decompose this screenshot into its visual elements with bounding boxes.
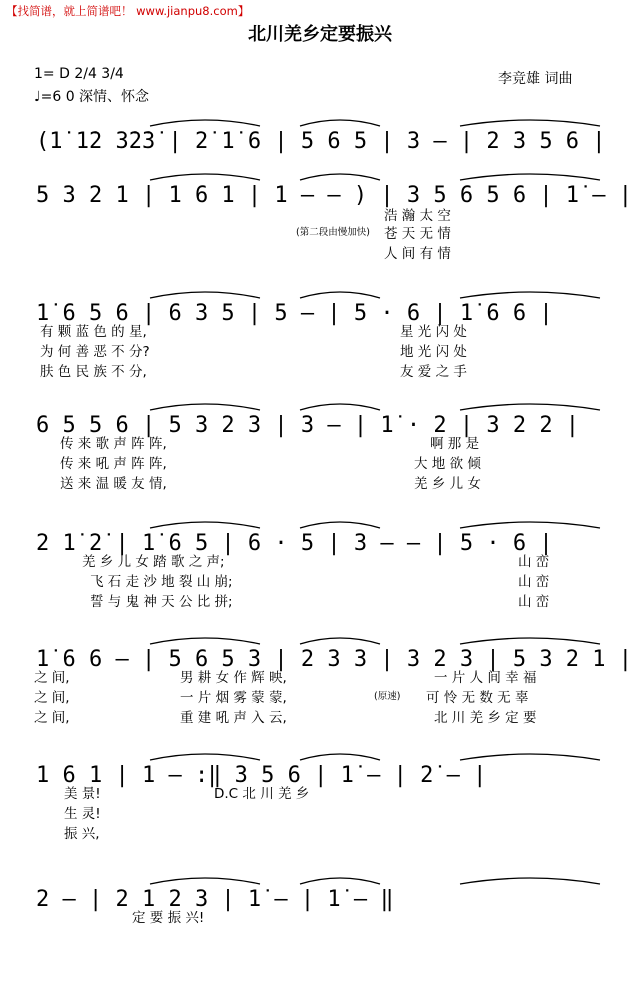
slur-mark xyxy=(150,120,260,126)
lyric-line: 苍 天 无 情 xyxy=(384,226,451,242)
lyric-line: 北 川 羌 乡 定 要 xyxy=(434,710,537,726)
slur-mark xyxy=(300,522,380,528)
slur-mark xyxy=(300,754,380,760)
lyric-line: 定 要 振 兴! xyxy=(132,910,205,926)
slur-mark xyxy=(300,638,380,644)
lyric-line: 人 间 有 情 xyxy=(384,246,451,262)
slur-mark xyxy=(460,878,600,884)
slur-mark xyxy=(150,404,260,410)
slur-mark xyxy=(460,292,600,298)
lyric-line: 有 颗 蓝 色 的 星, xyxy=(40,324,147,340)
slur-mark xyxy=(150,878,260,884)
score-system xyxy=(0,520,640,640)
score-system xyxy=(0,636,640,756)
notation-line xyxy=(0,118,640,178)
score-system xyxy=(0,876,640,996)
performance-note: (原速) xyxy=(374,691,401,702)
slur-mark xyxy=(150,522,260,528)
score-system xyxy=(0,172,640,292)
lyric-line: 之 间, xyxy=(34,670,70,686)
lyric-line: 男 耕 女 作 辉 映, xyxy=(180,670,287,686)
lyric-line: 啊 那 是 xyxy=(430,436,480,452)
performance-note: (第二段由慢加快) xyxy=(296,227,370,238)
tempo-marking: ♩=6 0 深情、怀念 xyxy=(34,89,150,105)
score-system xyxy=(0,290,640,410)
notation-line xyxy=(0,876,640,936)
lyric-line: 生 灵! xyxy=(64,806,101,822)
lyric-line: 肤 色 民 族 不 分, xyxy=(40,364,147,380)
composer-credits: 李竞雄 词曲 xyxy=(498,71,573,87)
jianpu-notes: 6 5 5 6 | 5 3 2 3 | 3 – | 1̇ · 2 | 3 2 2 | xyxy=(36,413,580,438)
score-system xyxy=(0,752,640,872)
slur-mark xyxy=(150,292,260,298)
slur-mark xyxy=(460,174,600,180)
lyric-line: 地 光 闪 处 xyxy=(400,344,467,360)
jianpu-notes: 1̇ 6 5 6 | 6 3 5 | 5 – | 5 · 6 | 1̇ 6 6 | xyxy=(36,301,553,326)
jianpu-notes: 2 – | 2 1 2 3 | 1̇ – | 1̇ – ‖ xyxy=(36,887,394,912)
slur-mark xyxy=(460,404,600,410)
lyric-line: 星 光 闪 处 xyxy=(400,324,467,340)
song-title: 北川羌乡定要振兴 xyxy=(248,24,392,45)
slur-mark xyxy=(300,292,380,298)
lyric-line: 誓 与 鬼 神 天 公 比 拼; xyxy=(90,594,233,610)
lyric-line: 飞 石 走 沙 地 裂 山 崩; xyxy=(90,574,233,590)
jianpu-notes: 2 1̇ 2̇ | 1̇ 6 5 | 6 · 5 | 3 – – | 5 · 6 | xyxy=(36,531,553,556)
key-signature: 1= D 2/4 3/4 xyxy=(34,66,124,82)
lyric-line: D.C 北 川 羌 乡 xyxy=(214,786,310,802)
lyric-line: 山 峦 xyxy=(518,574,550,590)
lyric-line: 友 爱 之 手 xyxy=(400,364,467,380)
lyric-line: 之 间, xyxy=(34,690,70,706)
slur-mark xyxy=(300,878,380,884)
lyric-line: 传 来 歌 声 阵 阵, xyxy=(60,436,167,452)
slur-mark xyxy=(460,754,600,760)
lyric-line: 送 来 温 暖 友 情, xyxy=(60,476,167,492)
lyric-line: 山 峦 xyxy=(518,554,550,570)
jianpu-notes: 1̇ 6 6 – | 5 6 5 3 | 2 3 3 | 3 2 3 | 5 3 2 1 | xyxy=(36,647,633,672)
jianpu-notes: (1̇ 1̇2 3̇2̇3̇ | 2̇ 1̇ 6 | 5 6 5 | 3 – | 2 3 5 6 | xyxy=(36,129,606,154)
score-system xyxy=(0,402,640,522)
lyric-line: 传 来 吼 声 阵 阵, xyxy=(60,456,167,472)
slur-mark xyxy=(460,522,600,528)
lyric-line: 羌 乡 儿 女 踏 歌 之 声; xyxy=(82,554,225,570)
slur-mark xyxy=(300,120,380,126)
slur-mark xyxy=(150,754,260,760)
lyric-line: 为 何 善 恶 不 分? xyxy=(40,344,150,360)
slur-mark xyxy=(300,174,380,180)
lyric-line: 一 片 人 间 幸 福 xyxy=(434,670,537,686)
notation-line xyxy=(0,636,640,696)
slur-mark xyxy=(460,120,600,126)
jianpu-notes: 1 6 1 | 1 – :‖ 3 5 6 | 1̇ – | 2̇ – | xyxy=(36,763,487,788)
lyric-line: 重 建 吼 声 入 云, xyxy=(180,710,287,726)
lyric-line: 一 片 烟 雾 蒙 蒙, xyxy=(180,690,287,706)
slur-mark xyxy=(300,404,380,410)
site-banner[interactable]: 【找简谱，就上简谱吧！ www.jianpu8.com】 xyxy=(6,4,250,18)
lyric-line: 浩 瀚 太 空 xyxy=(384,208,451,224)
jianpu-notes: 5 3 2 1 | 1 6 1 | 1 – – ) | 3 5 6 5 6 | 1̇ – | xyxy=(36,183,633,208)
slur-mark xyxy=(150,174,260,180)
lyric-line: 羌 乡 儿 女 xyxy=(414,476,481,492)
lyric-line: 美 景! xyxy=(64,786,101,802)
notation-line xyxy=(0,172,640,232)
slur-mark xyxy=(150,638,260,644)
lyric-line: 之 间, xyxy=(34,710,70,726)
lyric-line: 可 怜 无 数 无 辜 xyxy=(426,690,529,706)
lyric-line: 振 兴, xyxy=(64,826,100,842)
lyric-line: 山 峦 xyxy=(518,594,550,610)
slur-mark xyxy=(460,638,600,644)
lyric-line: 大 地 欲 倾 xyxy=(414,456,481,472)
